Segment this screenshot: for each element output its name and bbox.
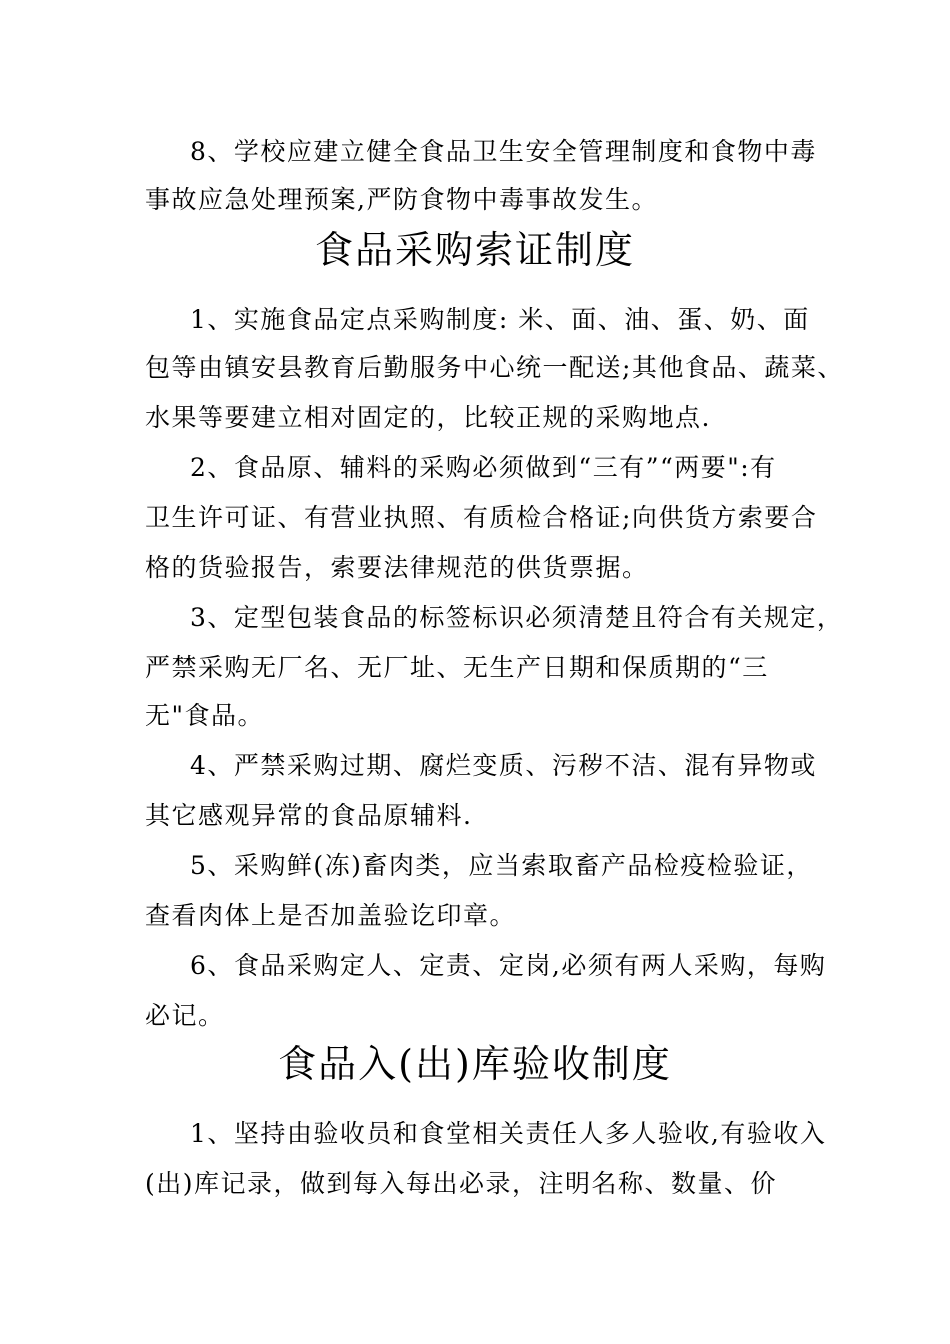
warehouse-item-1-line-2: (出)库记录，做到每入每出必录，注明名称、数量、价	[145, 1169, 778, 1198]
procurement-item-4-line-2: 其它感观异常的食品原辅料.	[145, 801, 473, 830]
procurement-item-2-line-3: 格的货验报告，索要法律规范的供货票据。	[145, 553, 649, 582]
procurement-item-1-line-2: 包等由镇安县教育后勤服务中心统一配送;其他食品、蔬菜、	[145, 353, 844, 382]
intro-line-1: 8、学校应建立健全食品卫生安全管理制度和食物中毒	[190, 137, 817, 166]
intro-line-2: 事故应急处理预案,严防食物中毒事故发生。	[145, 185, 658, 214]
procurement-item-4-line-1: 4、严禁采购过期、腐烂变质、污秽不洁、混有异物或	[190, 751, 817, 780]
procurement-item-1-line-1: 1、实施食品定点采购制度: 米、面、油、蛋、奶、面	[190, 305, 810, 334]
procurement-item-3-line-1: 3、定型包装食品的标签标识必须清楚且符合有关规定，	[190, 603, 844, 632]
procurement-item-3-line-2: 严禁采购无厂名、无厂址、无生产日期和保质期的“三	[145, 653, 769, 682]
procurement-item-6-line-1: 6、食品采购定人、定责、定岗,必须有两人采购，每购	[190, 951, 827, 980]
procurement-item-6-line-2: 必记。	[145, 1001, 225, 1030]
procurement-item-2-line-2: 卫生许可证、有营业执照、有质检合格证;向供货方索要合	[145, 503, 818, 532]
procurement-item-5-line-2: 查看肉体上是否加盖验讫印章。	[145, 901, 517, 930]
section-title-warehouse: 食品入(出)库验收制度	[278, 1042, 672, 1086]
section-title-procurement: 食品采购索证制度	[314, 228, 635, 272]
procurement-item-3-line-3: 无"食品。	[145, 701, 264, 730]
procurement-item-2-line-1: 2、食品原、辅料的采购必须做到“三有”“两要":有	[190, 453, 777, 482]
procurement-item-1-line-3: 水果等要建立相对固定的，比较正规的采购地点.	[145, 403, 711, 432]
procurement-item-5-line-1: 5、采购鲜(冻)畜肉类，应当索取畜产品检疫检验证，	[190, 851, 813, 880]
warehouse-item-1-line-1: 1、坚持由验收员和食堂相关责任人多人验收,有验收入	[190, 1119, 827, 1148]
